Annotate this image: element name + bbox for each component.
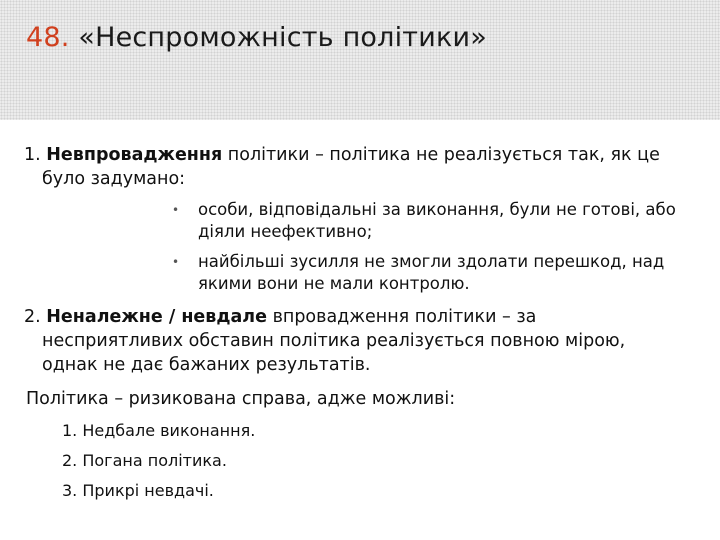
risk-item-2 (62, 450, 227, 472)
point-1-line2: було задумано: (42, 169, 186, 189)
risk-item-text: Прикрі невдачі. (82, 481, 214, 500)
slide-number: 48. (26, 22, 70, 53)
bullet-icon: • (172, 255, 180, 269)
slide-title (26, 22, 487, 53)
bullet-item-1 (172, 199, 676, 243)
point-2 (24, 305, 714, 377)
point-1-text: політики – політика не реалізується так, як це (222, 145, 660, 165)
risk-item-3 (62, 480, 214, 502)
risk-item-text: Погана політика. (82, 451, 227, 470)
point-2-marker: 2. (24, 307, 41, 327)
bullet-item-2 (172, 251, 664, 295)
risk-intro (26, 387, 716, 411)
point-2-term: Неналежне / невдале (46, 307, 267, 327)
slide-title-text: «Неспроможність політики» (78, 22, 487, 53)
bullet-1-line2: діяли неефективно; (198, 222, 373, 241)
bullet-2-line2: якими вони не мали контролю. (198, 274, 470, 293)
bullet-1-line1: особи, відповідальні за виконання, були не готові, або (198, 200, 676, 219)
risk-item-marker: 2. (62, 451, 78, 470)
bullet-2-line1: найбільші зусилля не змогли здолати перешкод, над (198, 252, 665, 271)
point-1 (24, 143, 714, 191)
risk-item-1 (62, 420, 255, 442)
point-1-marker: 1. (24, 145, 41, 165)
risk-item-text: Недбале виконання. (82, 421, 256, 440)
point-1-term: Невпровадження (46, 145, 223, 165)
risk-intro-text: Політика – ризикована справа, адже можливі: (26, 389, 456, 409)
risk-item-marker: 3. (62, 481, 78, 500)
point-2-line2: несприятливих обставин політика реалізується повною мірою, (42, 331, 626, 351)
title-banner (0, 0, 720, 120)
point-2-line3: однак не дає бажаних результатів. (42, 355, 371, 375)
bullet-icon: • (172, 203, 180, 217)
risk-item-marker: 1. (62, 421, 78, 440)
point-2-text: впровадження політики – за (267, 307, 537, 327)
